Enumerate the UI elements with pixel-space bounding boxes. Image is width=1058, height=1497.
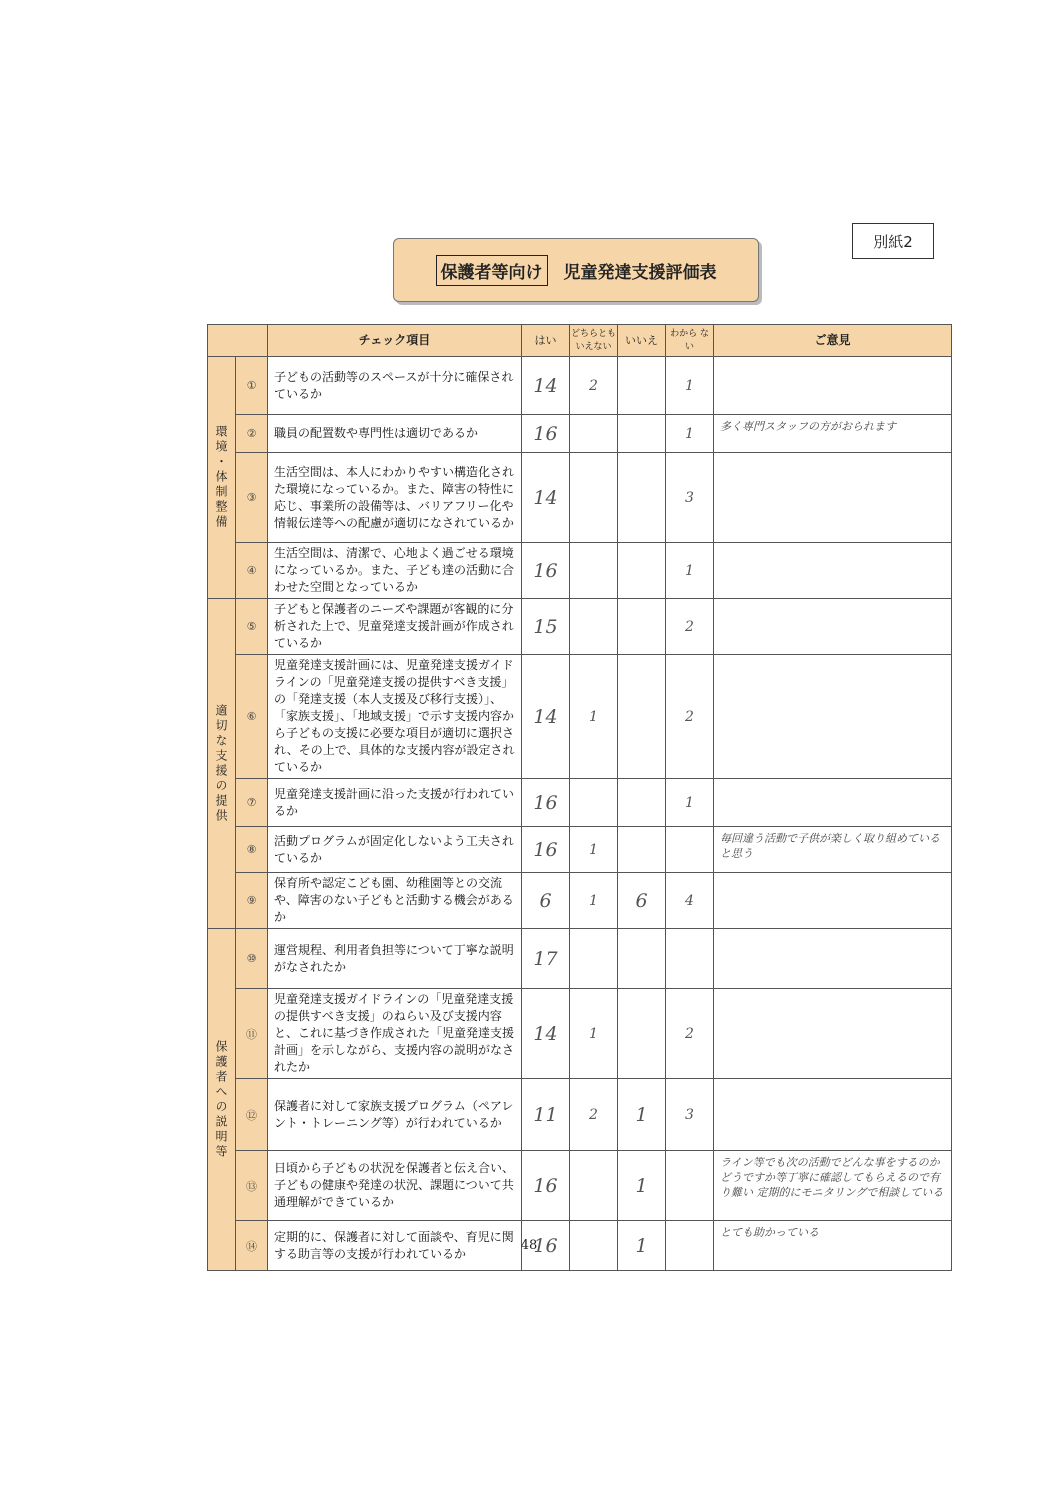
table-row	[208, 1079, 952, 1151]
count-neither: 1	[570, 873, 618, 929]
check-item-text: 児童発達支援ガイドラインの「児童発達支援の提供すべき支援」のねらい及び支援内容と、これに基づき作成された「児童発達支援計画」を示しながら、支援内容の説明がなされたか	[268, 989, 522, 1079]
count-neither: 1	[570, 827, 618, 873]
item-number: ③	[236, 453, 268, 543]
count-unknown: 1	[666, 543, 714, 599]
count-neither	[570, 599, 618, 655]
count-yes: 16	[522, 1221, 570, 1271]
table-row	[208, 453, 952, 543]
count-no	[618, 827, 666, 873]
count-yes: 16	[522, 779, 570, 827]
header-corner	[208, 325, 268, 357]
count-yes: 16	[522, 827, 570, 873]
count-yes: 16	[522, 543, 570, 599]
item-number: ⑪	[236, 989, 268, 1079]
table-row	[208, 1151, 952, 1221]
check-item-text: 活動プログラムが固定化しないよう工夫されているか	[268, 827, 522, 873]
count-neither	[570, 453, 618, 543]
audience-label: 保護者等向け	[436, 255, 548, 286]
count-unknown: 3	[666, 453, 714, 543]
check-item-text: 子どもと保護者のニーズや課題が客観的に分析された上で、児童発達支援計画が作成されているか	[268, 599, 522, 655]
count-no	[618, 415, 666, 453]
item-number: ①	[236, 357, 268, 415]
count-unknown: 2	[666, 599, 714, 655]
count-yes: 6	[522, 873, 570, 929]
count-unknown: 3	[666, 1079, 714, 1151]
count-no	[618, 599, 666, 655]
count-unknown: 2	[666, 655, 714, 779]
count-no	[618, 989, 666, 1079]
opinion-text	[714, 357, 952, 415]
check-item-text: 生活空間は、清潔で、心地よく過ごせる環境になっているか。また、子ども達の活動に合わせた空間となっているか	[268, 543, 522, 599]
check-item-text: 生活空間は、本人にわかりやすい構造化された環境になっているか。また、障害の特性に応じ、事業所の設備等は、バリアフリー化や情報伝達等への配慮が適切になされているか	[268, 453, 522, 543]
count-yes: 16	[522, 415, 570, 453]
count-yes: 17	[522, 929, 570, 989]
category-cell	[208, 599, 236, 929]
opinion-text: 毎回違う活動で子供が楽しく取り組めていると思う	[714, 827, 952, 873]
count-neither	[570, 929, 618, 989]
count-unknown: 2	[666, 989, 714, 1079]
check-item-text: 職員の配置数や専門性は適切であるか	[268, 415, 522, 453]
count-unknown	[666, 827, 714, 873]
count-neither	[570, 543, 618, 599]
table-row	[208, 357, 952, 415]
item-number: ⑭	[236, 1221, 268, 1271]
table-row	[208, 415, 952, 453]
count-yes: 14	[522, 357, 570, 415]
count-unknown	[666, 929, 714, 989]
check-item-text: 保護者に対して家族支援プログラム（ペアレント・トレーニング等）が行われているか	[268, 1079, 522, 1151]
item-number: ⑫	[236, 1079, 268, 1151]
count-neither: 2	[570, 357, 618, 415]
count-no: 6	[618, 873, 666, 929]
count-yes: 16	[522, 1151, 570, 1221]
count-yes: 11	[522, 1079, 570, 1151]
count-neither: 2	[570, 1079, 618, 1151]
count-yes: 14	[522, 655, 570, 779]
opinion-text	[714, 929, 952, 989]
evaluation-table	[207, 324, 952, 1271]
count-neither: 1	[570, 655, 618, 779]
opinion-text	[714, 779, 952, 827]
header-opinion: ご意見	[714, 325, 952, 357]
check-item-text: 保育所や認定こども園、幼稚園等との交流や、障害のない子どもと活動する機会があるか	[268, 873, 522, 929]
item-number: ⑤	[236, 599, 268, 655]
check-item-text: 児童発達支援計画には、児童発達支援ガイドラインの「児童発達支援の提供すべき支援」の「発達支援（本人支援及び移行支援）」、「家族支援」、「地域支援」で示す支援内容から子どもの支援に必要な項目が適切に選択され、その上で、具体的な支援内容が設定されているか	[268, 655, 522, 779]
table-row	[208, 779, 952, 827]
check-item-text: 運営規程、利用者負担等について丁寧な説明がなされたか	[268, 929, 522, 989]
opinion-text	[714, 873, 952, 929]
opinion-text	[714, 1079, 952, 1151]
header-yes: はい	[522, 325, 570, 357]
count-neither	[570, 1151, 618, 1221]
count-no	[618, 929, 666, 989]
document-title: 児童発達支援評価表	[563, 262, 717, 283]
category-label: 適切な支援の提供	[214, 703, 228, 824]
count-yes: 14	[522, 453, 570, 543]
count-neither: 1	[570, 989, 618, 1079]
item-number: ⑩	[236, 929, 268, 989]
opinion-text	[714, 453, 952, 543]
item-number: ⑧	[236, 827, 268, 873]
item-number: ②	[236, 415, 268, 453]
count-yes: 15	[522, 599, 570, 655]
title-banner	[393, 238, 759, 302]
check-item-text: 子どもの活動等のスペースが十分に確保されているか	[268, 357, 522, 415]
count-no	[618, 357, 666, 415]
opinion-text	[714, 599, 952, 655]
count-no: 1	[618, 1151, 666, 1221]
item-number: ④	[236, 543, 268, 599]
opinion-text	[714, 655, 952, 779]
item-number: ⑬	[236, 1151, 268, 1221]
table-body	[208, 357, 952, 1271]
attachment-label: 別紙2	[852, 223, 934, 259]
category-cell	[208, 929, 236, 1271]
count-unknown	[666, 1151, 714, 1221]
count-no: 1	[618, 1221, 666, 1271]
opinion-text	[714, 543, 952, 599]
header-check-item: チェック項目	[268, 325, 522, 357]
count-neither	[570, 415, 618, 453]
count-no	[618, 779, 666, 827]
count-no	[618, 655, 666, 779]
item-number: ⑨	[236, 873, 268, 929]
header-neither: どちらとも いえない	[570, 325, 618, 357]
category-label: 保護者への説明等	[214, 1039, 228, 1160]
table-row	[208, 543, 952, 599]
table-row	[208, 599, 952, 655]
table-row	[208, 827, 952, 873]
table-row	[208, 929, 952, 989]
item-number: ⑥	[236, 655, 268, 779]
opinion-text: ライン等でも次の活動でどんな事をするのかどうですか等丁寧に確認してもらえるので有り難い 定期的にモニタリングで相談している	[714, 1151, 952, 1221]
count-unknown: 1	[666, 357, 714, 415]
table-row	[208, 873, 952, 929]
count-neither	[570, 779, 618, 827]
category-label: 環境・体制整備	[214, 425, 228, 530]
opinion-text: とても助かっている	[714, 1221, 952, 1271]
header-no: いいえ	[618, 325, 666, 357]
count-unknown: 4	[666, 873, 714, 929]
page-number: 48	[520, 1238, 538, 1253]
category-cell	[208, 357, 236, 599]
header-unknown: わから ない	[666, 325, 714, 357]
check-item-text: 児童発達支援計画に沿った支援が行われているか	[268, 779, 522, 827]
opinion-text: 多く専門スタッフの方がおられます	[714, 415, 952, 453]
count-yes: 14	[522, 989, 570, 1079]
count-no	[618, 543, 666, 599]
count-unknown: 1	[666, 779, 714, 827]
table-row	[208, 989, 952, 1079]
table-row	[208, 655, 952, 779]
opinion-text	[714, 989, 952, 1079]
count-unknown: 1	[666, 415, 714, 453]
check-item-text: 日頃から子どもの状況を保護者と伝え合い、子どもの健康や発達の状況、課題について共通理解ができているか	[268, 1151, 522, 1221]
check-item-text: 定期的に、保護者に対して面談や、育児に関する助言等の支援が行われているか	[268, 1221, 522, 1271]
count-no: 1	[618, 1079, 666, 1151]
count-no	[618, 453, 666, 543]
item-number: ⑦	[236, 779, 268, 827]
